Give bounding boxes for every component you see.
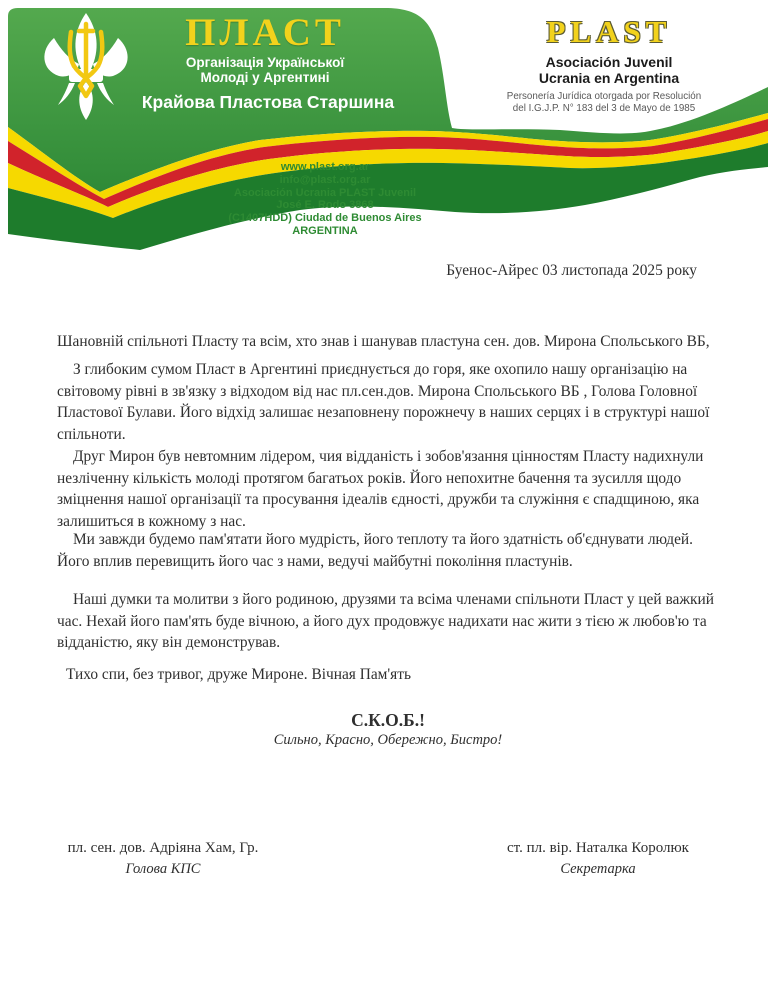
- signature-right-name: ст. пл. вір. Наталка Королюк: [507, 840, 689, 856]
- signature-left-title: Голова КПС: [125, 861, 201, 877]
- signature-left: [63, 838, 263, 880]
- contact-street: José E. Rodo 3868: [276, 199, 374, 212]
- contact-city: (C1407HDD) Ciudad de Buenos Aires: [228, 212, 422, 225]
- paragraph-3: Ми завжди будемо пам'ятати його мудрість, його теплоту та його здатність об'єднувати людей. Його вплив перевищить його час з нами, ведучі майбутні покоління пластунів.: [57, 531, 693, 570]
- contact-association: Asociación Ucrania PLAST Juvenil: [233, 186, 417, 199]
- contact-email: info@plast.org.ar: [279, 173, 371, 186]
- paragraph-4: Наші думки та молитви з його родиною, друзями та всіма членами спільноти Пласт у цей важкий час. Нехай його пам'ять буде вічною, а його дух продовжує надихати нас жити з тією ж любов'ю та відданістю, яку він демонстрував.: [57, 591, 714, 652]
- org-subtitle-ua-line2: Молоді у Аргентині: [200, 70, 330, 85]
- org-department-ua: Крайова Пластова Старшина: [141, 92, 395, 112]
- org-subtitle-es: [474, 55, 744, 86]
- org-title-ua: ПЛАСТ: [185, 11, 345, 54]
- contact-website: www.plast.org.ar: [280, 161, 370, 173]
- closing-line: Тихо спи, без тривог, друже Мироне. Вічная Пам'ять: [66, 666, 412, 683]
- motto-subtitle: Сильно, Красно, Обережно, Бистро!: [273, 732, 503, 748]
- legal-line1: Personería Jurídica otorgada por Resolución: [506, 91, 702, 102]
- legal-line2: del I.G.J.P. N° 183 del 3 de Mayo de 1985: [512, 102, 696, 114]
- signature-right-title: Секретарка: [560, 861, 636, 877]
- motto-skob: С.К.О.Б.!: [351, 710, 425, 730]
- signature-right: [498, 838, 698, 880]
- date-line: Буенос-Айрес 03 листопада 2025 року: [446, 262, 697, 279]
- org-subtitle-es-line2: Ucrania en Argentina: [538, 69, 680, 86]
- salutation: Шановній спільноті Пласту та всім, хто знав і шанував пластуна сен. дов. Мирона Спольського ВБ,: [57, 333, 710, 350]
- org-title-es: PLAST: [546, 14, 672, 49]
- legal-registration-text: [454, 91, 754, 114]
- org-subtitle-ua-line1: Організація Української: [185, 55, 345, 70]
- paragraph-2: Друг Мирон був невтомним лідером, чия відданість і зобов'язання цінностям Пласту надихнули незліченну кількість молоді протягом багатьох років. Його непохитне бачення та зусилля щодо зміцнення нашої організації та просування ідеалів єдності, дружби та служіння є спадщиною, яка залишиться в кожному з нас.: [57, 448, 704, 530]
- org-subtitle-ua: [115, 55, 415, 85]
- contact-block: [175, 161, 475, 238]
- contact-country: ARGENTINA: [292, 224, 358, 237]
- org-subtitle-es-line1: Asociación Juvenil: [545, 54, 673, 70]
- paragraph-1: З глибоким сумом Пласт в Аргентині приєднується до горя, яке охопило нашу організацію на світовому рівні в зв'язку з відходом від нас пл.сен.дов. Мирона Спольського ВБ , Голова Головної Пластової Булави. Його відхід залишає незаповнену порожнечу в наших серцях і в структурі нашої спільноти.: [57, 361, 710, 443]
- signature-left-name: пл. сен. дов. Адріяна Хам, Гр.: [67, 840, 259, 856]
